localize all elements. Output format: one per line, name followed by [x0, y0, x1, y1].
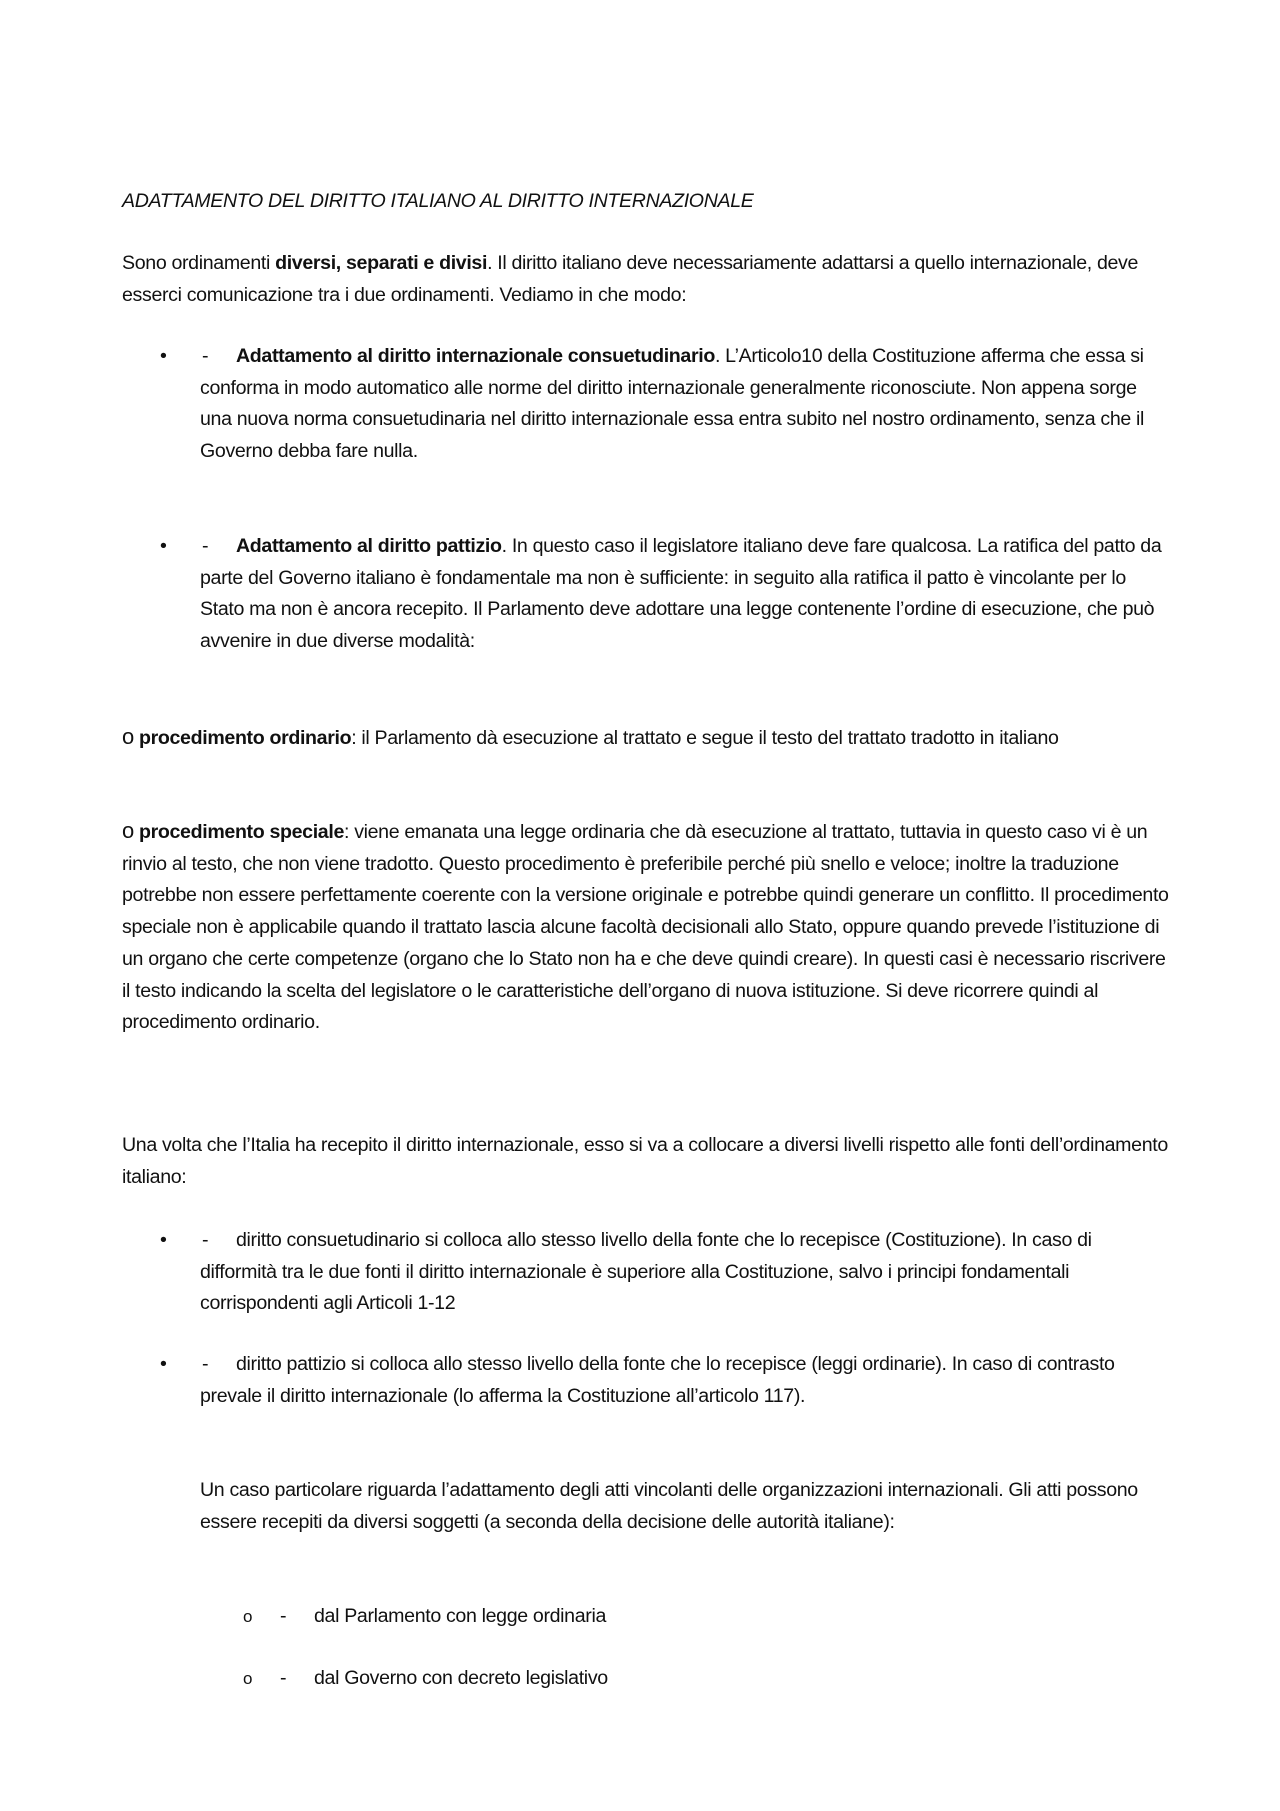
- bullet-marker: •: [160, 345, 167, 367]
- list-item-pattizio-livello: diritto pattizio si colloca allo stesso livello della fonte che lo recepisce (leggi ordinarie). In caso di contrasto prevale il diritto internazionale (lo afferma la Costituzione all’articolo 117).: [200, 1353, 1115, 1407]
- dash-marker: -: [202, 1353, 209, 1375]
- sub-item-governo: dal Governo con decreto legislativo: [314, 1667, 608, 1689]
- dash-marker: -: [280, 1667, 287, 1689]
- list-item-consuetudinario: Adattamento al diritto internazionale consuetudinario. L’Articolo10 della Costituzione afferma che essa si conforma in modo automatico alle norme del diritto internazionale generalmente riconosciute. Non appena sorge una nuova norma consuetudinaria nel diritto internazionale essa entra subito nel nostro ordinamento, senza che il Governo debba fare nulla.: [200, 345, 1145, 463]
- sub-item-parlamento: dal Parlamento con legge ordinaria: [314, 1605, 606, 1627]
- intro-paragraph: Sono ordinamenti diversi, separati e divisi. Il diritto italiano deve necessariamente adattarsi a quello internazionale, deve esserci comunicazione tra i due ordinamenti. Vediamo in che modo:: [122, 252, 1139, 306]
- circle-marker: o: [243, 1607, 253, 1626]
- bullet-marker: •: [160, 1353, 167, 1375]
- procedimento-ordinario: o procedimento ordinario: il Parlamento dà esecuzione al trattato e segue il testo del trattato tradotto in italiano: [122, 724, 1059, 749]
- caso-particolare-paragraph: Un caso particolare riguarda l’adattamento degli atti vincolanti delle organizzazioni internazionali. Gli atti possono essere recepiti da diversi soggetti (a seconda della decisione delle autorità italiane):: [200, 1479, 1138, 1533]
- bullet-marker: •: [160, 535, 167, 557]
- procedimento-speciale: o procedimento speciale: viene emanata una legge ordinaria che dà esecuzione al trattato, tuttavia in questo caso vi è un rinvio al testo, che non viene tradotto. Questo procedimento è preferibile perché più snello e veloce; inoltre la traduzione potrebbe non essere perfettamente coerente con la versione originale e potrebbe quindi generare un conflitto. Il procedimento speciale non è applicabile quando il trattato lascia alcune facoltà decisionali allo Stato, oppure quando prevede l’istituzione di un organo che certe competenze (organo che lo Stato non ha e che deve quindi creare). In questi casi è necessario riscrivere il testo indicando la scelta del legislatore o le caratteristiche dell’organo di nuova istituzione. Si deve ricorrere quindi al procedimento ordinario.: [122, 818, 1169, 1034]
- dash-marker: -: [202, 535, 209, 557]
- circle-marker: o: [243, 1669, 253, 1688]
- dash-marker: -: [280, 1605, 287, 1627]
- una-volta-paragraph: Una volta che l’Italia ha recepito il diritto internazionale, esso si va a collocare a diversi livelli rispetto alle fonti dell’ordinamento italiano:: [122, 1134, 1168, 1188]
- dash-marker: -: [202, 1229, 209, 1251]
- document-title: ADATTAMENTO DEL DIRITTO ITALIANO AL DIRITTO INTERNAZIONALE: [122, 190, 754, 212]
- bullet-marker: •: [160, 1229, 167, 1251]
- list-item-consuetudinario-livello: diritto consuetudinario si colloca allo stesso livello della fonte che lo recepisce (Costituzione). In caso di difformità tra le due fonti il diritto internazionale è superiore alla Costituzione, salvo i principi fondamentali corrispondenti agli Articoli 1-12: [200, 1229, 1092, 1315]
- list-item-pattizio: Adattamento al diritto pattizio. In questo caso il legislatore italiano deve fare qualcosa. La ratifica del patto da parte del Governo italiano è fondamentale ma non è sufficiente: in seguito alla ratifica il patto è vincolante per lo Stato ma non è ancora recepito. Il Parlamento deve adottare una legge contenente l’ordine di esecuzione, che può avvenire in due diverse modalità:: [200, 535, 1162, 653]
- dash-marker: -: [202, 345, 209, 367]
